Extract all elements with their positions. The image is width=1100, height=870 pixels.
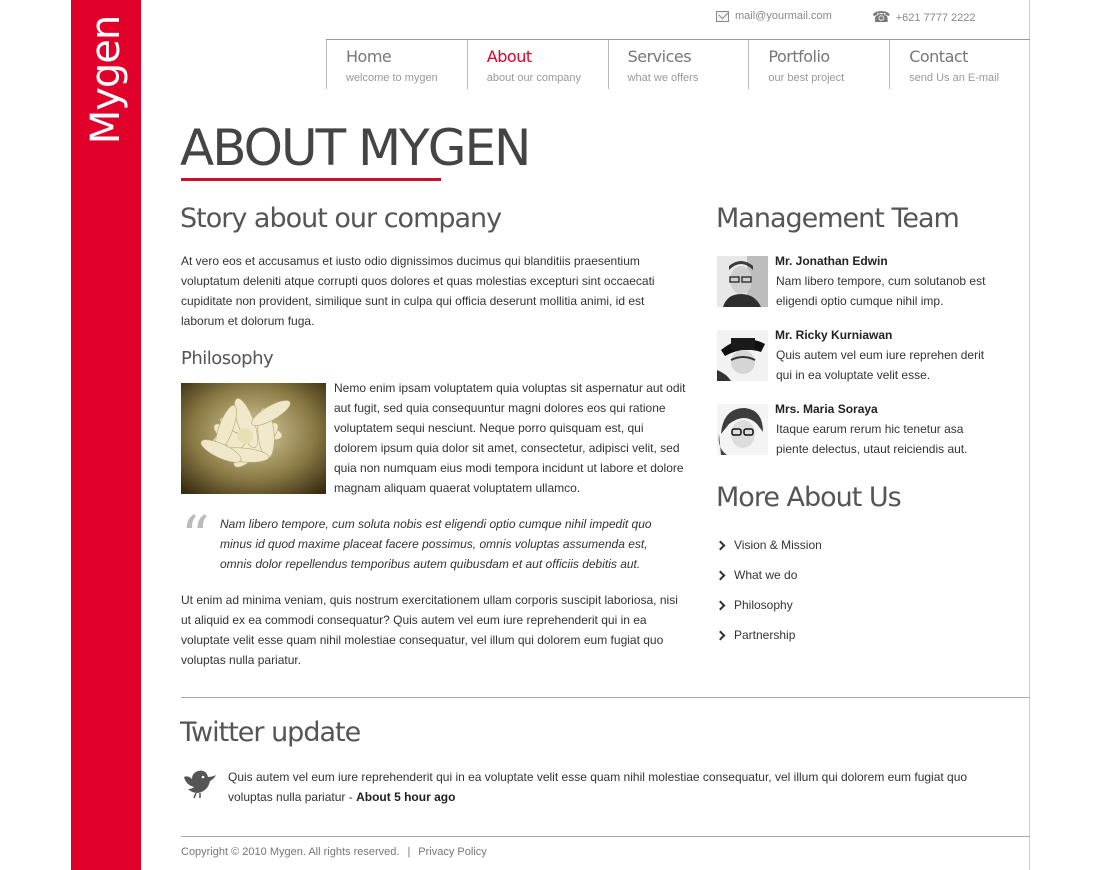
philosophy-heading: Philosophy — [181, 348, 274, 369]
team-member-name: Mrs. Maria Soraya — [775, 402, 878, 416]
chevron-right-icon — [716, 600, 726, 610]
nav-title: Contact — [909, 47, 968, 66]
more-link-label: Partnership — [734, 628, 796, 642]
phone-icon: ☎ — [872, 9, 891, 26]
email-text: mail@yourmail.com — [735, 10, 832, 22]
team-member-name: Mr. Ricky Kurniawan — [775, 328, 893, 342]
team-member-desc: Quis autem vel eum iure reprehen derit qui in ea voluptate velit esse. — [776, 348, 985, 382]
nav-item-portfolio[interactable] — [748, 40, 889, 89]
title-underline — [181, 178, 441, 181]
nav-title: Services — [627, 47, 692, 66]
chevron-right-icon — [716, 570, 726, 580]
more-link-philosophy[interactable] — [717, 590, 822, 620]
nav-title: Home — [346, 47, 392, 66]
contact-email[interactable] — [716, 10, 832, 22]
contact-phone — [872, 10, 976, 25]
more-link-what-we-do[interactable] — [717, 560, 822, 590]
more-link-partnership[interactable] — [717, 620, 822, 650]
avatar — [717, 330, 768, 381]
content-right-border — [1029, 0, 1030, 870]
main-nav — [326, 40, 1030, 89]
nav-subtitle: about our company — [486, 72, 581, 84]
privacy-policy-link[interactable]: Privacy Policy — [418, 846, 487, 858]
footer-separator: | — [407, 846, 411, 858]
more-about-heading: More About Us — [716, 482, 901, 513]
story-paragraph: At vero eos et accusamus et iusto odio dignissimos ducimus qui blanditiis praesentium voluptatum deleniti atque corrupti quos dolores et quas molestias excepturi sint occaecati cupiditate non provident, similique sunt in culpa qui officia deserunt mollitia animi, id est laborum et dolorum fuga. — [181, 254, 655, 328]
avatar — [717, 404, 768, 455]
site-logo[interactable] — [81, 15, 131, 144]
tweet-time[interactable]: About 5 hour ago — [356, 790, 456, 804]
team-member — [717, 325, 1007, 385]
flower-image — [181, 383, 326, 494]
quote-icon: “ — [181, 505, 210, 570]
philosophy-quote: Nam libero tempore, cum soluta nobis est eligendi optio cumque nihil impedit quo minus id quod maxime placeat facere possimus, omnis voluptas assumenda est, omnis dolor repellendus temporibus autem quibusdam et aut officiis debitis aut. — [220, 517, 652, 571]
more-link-vision[interactable] — [717, 530, 822, 560]
logo-text: Mygen — [83, 15, 129, 144]
avatar — [717, 256, 768, 307]
nav-item-home[interactable] — [326, 40, 467, 89]
tweet-text: Quis autem vel eum iure reprehenderit qui in ea voluptate velit esse quam nihil molestiae consequatur, vel illum qui dolorem eum fugiat quo voluptas nulla pariatur - — [228, 770, 968, 804]
more-link-label: What we do — [734, 568, 798, 582]
nav-subtitle: our best project — [768, 72, 845, 84]
team-member-desc: Itaque earum rerum hic tenetur asa piente delectus, utaut reiciendis aut. — [776, 422, 968, 456]
team-member — [717, 399, 1007, 459]
nav-item-contact[interactable] — [889, 40, 1030, 89]
nav-subtitle: what we offers — [627, 72, 699, 84]
philosophy-paragraph: Nemo enim ipsam voluptatem quia voluptas sit aspernatur aut odit aut fugit, sed quia consequuntur magni dolores eos qui ratione voluptatem sequi nesciunt. Neque porro quisquam est, qui dolorem ipsum quia dolor sit amet, consectetur, adipisci velit, sed quia non numquam eius modi tempora incidunt ut labore et dolore magnam aliquam quaerat voluptatem ullamco. — [334, 381, 686, 495]
nav-title: About — [486, 47, 532, 66]
story-heading: Story about our company — [180, 203, 502, 234]
chevron-right-icon — [716, 630, 726, 640]
footer-divider — [181, 836, 1030, 837]
more-about-list — [717, 530, 822, 650]
nav-subtitle: send Us an E-mail — [909, 72, 1000, 84]
chevron-right-icon — [716, 540, 726, 550]
page-title: ABOUT MYGEN — [180, 119, 530, 177]
closing-paragraph: Ut enim ad minima veniam, quis nostrum exercitationem ullam corporis suscipit laboriosa, nisi ut aliquid ex ea commodi consequatur? Quis autem vel eum iure reprehenderit qui in ea voluptate velit esse quam nihil molestiae consequatur, vel illum qui dolorem eum fugiat quo voluptas nulla pariatur. — [181, 593, 678, 667]
team-member — [717, 251, 1007, 311]
nav-subtitle: welcome to mygen — [346, 72, 438, 84]
tweet — [228, 767, 998, 807]
twitter-heading: Twitter update — [180, 717, 361, 748]
copyright-text: Copyright © 2010 Mygen. All rights reserved. — [181, 846, 400, 858]
envelope-icon — [716, 11, 729, 22]
nav-title: Portfolio — [768, 47, 830, 66]
team-member-name: Mr. Jonathan Edwin — [775, 254, 888, 268]
phone-text: +621 7777 2222 — [895, 11, 976, 24]
management-heading: Management Team — [716, 203, 959, 234]
nav-item-about[interactable] — [467, 40, 608, 89]
team-member-desc: Nam libero tempore, cum solutanob est eligendi optio cumque nihil imp. — [776, 274, 986, 308]
more-link-label: Vision & Mission — [734, 538, 822, 552]
nav-item-services[interactable] — [608, 40, 749, 89]
twitter-bird-icon — [182, 769, 218, 799]
section-divider — [181, 697, 1030, 698]
more-link-label: Philosophy — [734, 598, 793, 612]
footer — [181, 846, 487, 858]
